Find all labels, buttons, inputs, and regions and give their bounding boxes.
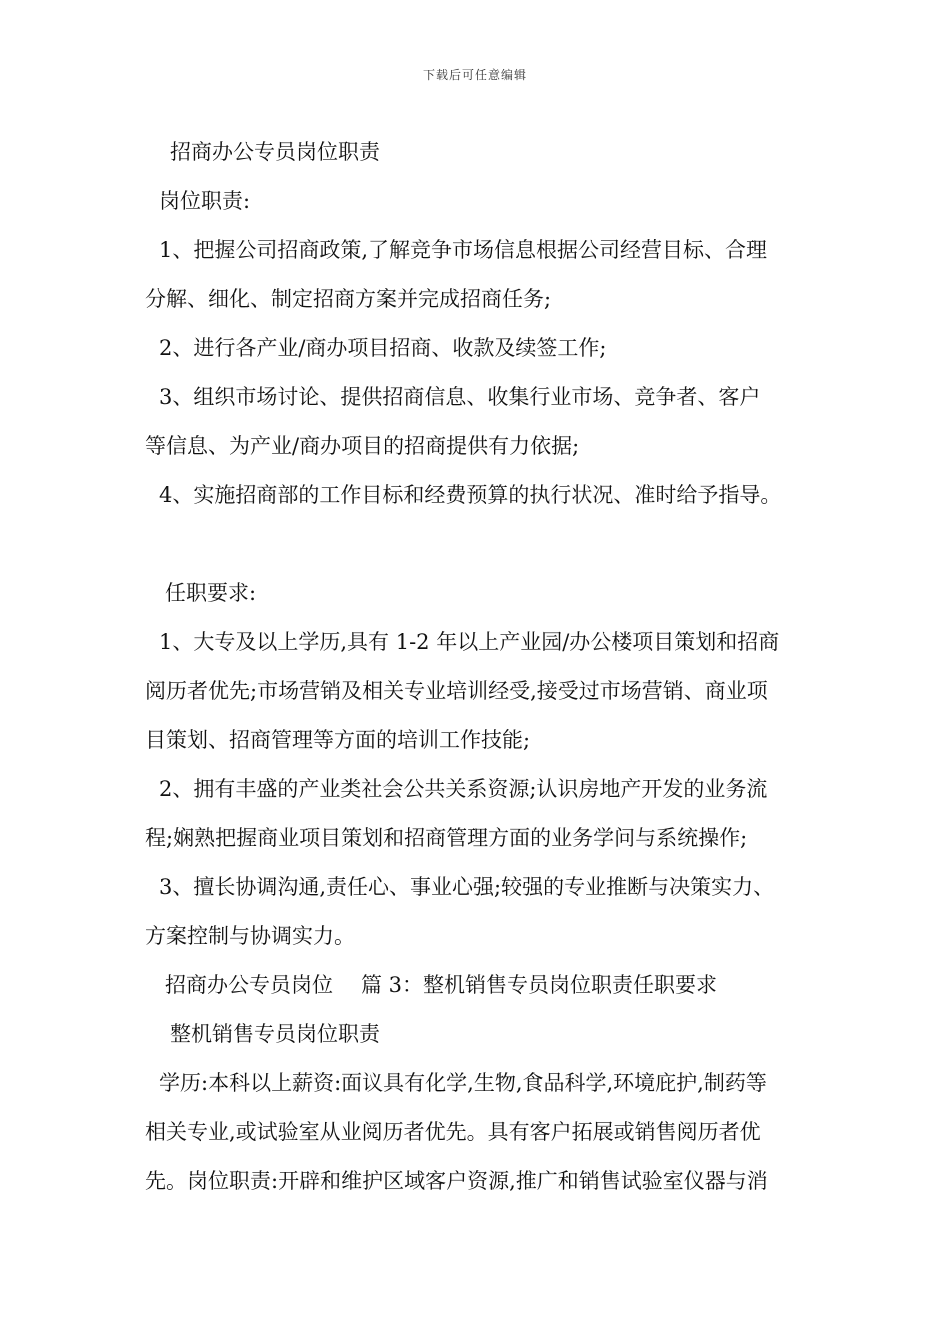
req-2-line-1: 2、拥有丰盛的产业类社会公共关系资源;认识房地产开发的业务流 bbox=[159, 777, 768, 801]
duty-1-line-1: 1、把握公司招商政策,了解竞争市场信息根据公司经营目标、合理 bbox=[159, 238, 768, 262]
duty-2: 2、进行各产业/商办项目招商、收款及续签工作; bbox=[159, 336, 607, 360]
section-left-text: 招商办公专员岗位 bbox=[165, 973, 333, 997]
blank-line bbox=[145, 520, 825, 569]
req-3-line-1: 3、擅长协调沟通,责任心、事业心强;较强的专业推断与决策实力、 bbox=[159, 875, 775, 899]
req-1-line-3: 目策划、招商管理等方面的培训工作技能; bbox=[145, 728, 531, 752]
requirements-heading: 任职要求: bbox=[165, 581, 257, 605]
para-line-2: 相关专业,或试验室从业阅历者优先。具有客户拓展或销售阅历者优 bbox=[145, 1120, 761, 1144]
section-right-text: 篇 3：整机销售专员岗位职责任职要求 bbox=[361, 973, 718, 997]
req-3-line-2: 方案控制与协调实力。 bbox=[145, 924, 355, 948]
section-divider-line bbox=[145, 961, 825, 1010]
page-header-note: 下载后可任意编辑 bbox=[422, 68, 527, 82]
duty-3-line-1: 3、组织市场讨论、提供招商信息、收集行业市场、竞争者、客户 bbox=[159, 385, 761, 409]
req-2-line-2: 程;娴熟把握商业项目策划和招商管理方面的业务学问与系统操作; bbox=[145, 826, 748, 850]
para-line-1: 学历:本科以上薪资:面议具有化学,生物,食品科学,环境庇护,制药等 bbox=[159, 1071, 767, 1095]
req-1-line-1: 1、大专及以上学历,具有 1-2 年以上产业园/办公楼项目策划和招商 bbox=[159, 630, 780, 654]
doc-title: 招商办公专员岗位职责 bbox=[170, 140, 380, 164]
para-line-3: 先。岗位职责:开辟和维护区域客户资源,推广和销售试验室仪器与消 bbox=[145, 1169, 768, 1193]
duties-heading: 岗位职责: bbox=[159, 189, 251, 213]
document-body bbox=[145, 128, 825, 1206]
req-1-line-2: 阅历者优先;市场营销及相关专业培训经受,接受过市场营销、商业项 bbox=[145, 679, 768, 703]
doc-title-2: 整机销售专员岗位职责 bbox=[170, 1022, 380, 1046]
duty-1-line-2: 分解、细化、制定招商方案并完成招商任务; bbox=[145, 287, 552, 311]
duty-3-line-2: 等信息、为产业/商办项目的招商提供有力依据; bbox=[145, 434, 580, 458]
duty-4: 4、实施招商部的工作目标和经费预算的执行状况、准时给予指导。 bbox=[159, 483, 782, 507]
